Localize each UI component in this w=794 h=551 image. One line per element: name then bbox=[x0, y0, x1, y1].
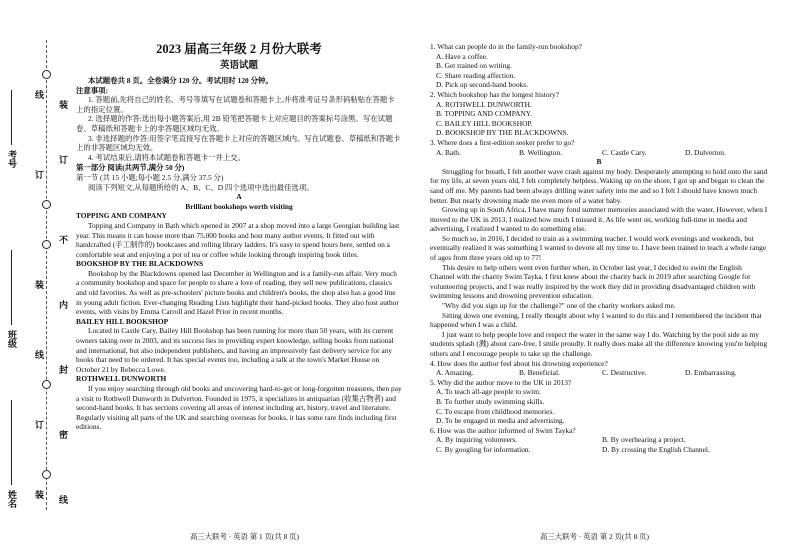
answer-option[interactable]: C. By googling for information. bbox=[436, 444, 531, 454]
answer-option[interactable]: B. TOPPING AND COMPANY. bbox=[436, 109, 533, 119]
options-row bbox=[430, 148, 768, 158]
answer-option[interactable]: D. Dulverton. bbox=[685, 147, 726, 157]
shop-text: Topping and Company in Bath which opened in 2007 at a shop moved into a large Georgian building last year. This means it can house more than 75,000 books and host many author events. It fitted out with handcrafted (手工制作的) bookcases and rolling library ladders. It's easy to spend hours here, settled on a comfortable seat and enjoying a pot of tea or coffee while looking through inspiring book titles. bbox=[76, 220, 400, 259]
note-item: 2. 选择题的作答:选出每小题答案后,用 2B 铅笔把答题卡上对应题目的答案标号涂黑。写在试题卷、草稿纸和答题卡上的非答题区域均无效。 bbox=[76, 114, 393, 133]
answer-option[interactable]: A. Have a coffee. bbox=[436, 51, 488, 61]
passage-paragraph: Growing up in South Africa, I have many fond summer memories associated with the water. However, when I moved to the UK in 2013, I realized how much I missed it. As life went on, working full-time in media and advertising, I realized I wanted to do something else. bbox=[430, 205, 768, 234]
name-field[interactable] bbox=[11, 400, 12, 485]
passage-paragraph: Sitting down one evening, I really thought about why I wanted to do this and I remembered the incident that happened when I was a child. bbox=[430, 310, 762, 330]
part-heading: 第一部分 阅读(共两节,满分 50 分) bbox=[76, 163, 185, 173]
note-item: 1. 答题前,先将自己的姓名、考号等填写在试题卷和答题卡上,并将准考证号条形码粘贴在答题卡上的指定位置。 bbox=[76, 95, 395, 114]
passage-paragraph: I just want to help people love and respect the water in the same way I do. Watching by the pool side as my students splash (溅) about care-free, I smile proudly. It really does make all the difference knowing you're helping others and I encourage people to take up the challenge. bbox=[430, 329, 768, 358]
answer-option[interactable]: D. BOOKSHOP BY THE BLACKDOWNS. bbox=[436, 128, 569, 138]
passage-paragraph: So much so, in 2016, I decided to train as a swimming teacher. I would work evenings and weekends, but eventually realized it was something I wanted to devote all my time to. I have been trained to teach a whole range of ages from three years old up to 77! bbox=[430, 233, 767, 263]
answer-option[interactable]: B. Get trained on writing. bbox=[436, 61, 512, 71]
exam-no-label: 考号 bbox=[7, 150, 17, 168]
bind-char: 密 bbox=[58, 430, 68, 439]
bind-char: 订 bbox=[34, 170, 44, 179]
passage-letter: B bbox=[596, 157, 602, 167]
passage-letter: A bbox=[236, 192, 242, 202]
answer-option[interactable]: B. Wellington. bbox=[519, 147, 562, 157]
exam-info: 本试题卷共 8 页。全卷满分 120 分。考试用时 120 分钟。 bbox=[88, 76, 273, 85]
options-row bbox=[430, 368, 768, 378]
class-field[interactable] bbox=[11, 250, 12, 325]
answer-option[interactable]: A. ROTHWELL DUNWORTH. bbox=[436, 99, 532, 109]
note-item: 3. 非选择题的作答:用签字笔直接写在答题卡上对应的答题区域内。写在试题卷、草稿纸和答题卡上的非答题区域均无效。 bbox=[76, 133, 401, 153]
note-item: 4. 考试结束后,请将本试题卷和答题卡一并上交。 bbox=[88, 152, 246, 162]
binding-margin bbox=[0, 0, 70, 551]
punch-hole bbox=[42, 240, 51, 249]
bind-char: 订 bbox=[58, 155, 68, 164]
answer-option[interactable]: D. Embarrassing. bbox=[685, 368, 737, 378]
options-row bbox=[430, 435, 768, 445]
shop-name: ROTHWELL DUNWORTH bbox=[76, 374, 167, 384]
passage-paragraph: "Why did you sign up for the challenge?" one of the charity workers asked me. bbox=[442, 301, 676, 311]
exam-no-field[interactable] bbox=[11, 90, 12, 145]
answer-option[interactable]: C. BAILEY HILL BOOKSHOP. bbox=[436, 118, 533, 128]
question-stem: 6. How was the author informed of Swim Tayka? bbox=[430, 425, 576, 435]
exam-title: 2023 届高三年级 2 月份大联考 bbox=[156, 42, 322, 56]
bind-char: 不 bbox=[58, 235, 68, 244]
bind-char: 装 bbox=[34, 280, 44, 289]
question-stem: 5. Why did the author move to the UK in 2013? bbox=[430, 377, 572, 387]
shop-name: BOOKSHOP BY THE BLACKDOWNS bbox=[76, 259, 204, 269]
class-label: 班级 bbox=[7, 330, 17, 348]
answer-option[interactable]: B. By overhearing a project. bbox=[602, 435, 686, 445]
answer-option[interactable]: D. By crossing the English Channel. bbox=[602, 444, 710, 454]
answer-option[interactable]: A. To teach all-age people to swim. bbox=[436, 387, 541, 397]
page-1 bbox=[76, 42, 402, 432]
answer-option[interactable]: D. Pick up second-hand books. bbox=[436, 80, 528, 90]
answer-option[interactable]: C. Castle Cary. bbox=[602, 147, 647, 157]
notes-title: 注意事项: bbox=[76, 85, 109, 95]
passage-paragraph: This desire to help others went even further when, in October last year, I decided to swim the English Channel with the charity Swim Tayka. I first knew about the charity back in 2019 after searching Google for volunteering projects, and I was really inspired by the work they did in providing disadvantaged children with swimming lessons and drowning prevention education. bbox=[430, 262, 756, 301]
question-stem: 3. Where does a first-edition seeker prefer to go? bbox=[430, 137, 575, 147]
answer-option[interactable]: A. By inquiring volunteers. bbox=[436, 435, 518, 445]
bind-char: 线 bbox=[34, 350, 44, 359]
bind-char: 装 bbox=[58, 100, 68, 109]
punch-hole bbox=[42, 470, 51, 479]
bind-char: 内 bbox=[58, 300, 68, 309]
question-stem: 2. Which bookshop has the longest history? bbox=[430, 89, 559, 99]
punch-hole bbox=[42, 70, 51, 79]
shop-text: If you enjoy searching through old books and uncovering hard-to-get or long-forgotten treasures, then pay a visit to Rothwell Dunworth in Dulverton. Founded in 1975, it specializes in antiquarian (收集古物者) and second-hand books. It has sections covering all areas of interest including art, history, travel and literature. Regularly visiting all parts of the UK and searching overseas for books, it has some rare finds including first editions. bbox=[76, 384, 402, 432]
page-footer: 高三大联考 · 英语 第 2 页(共 8 页) bbox=[540, 532, 650, 541]
answer-option[interactable]: B. Beneficial. bbox=[519, 368, 560, 378]
binding-line bbox=[46, 40, 47, 510]
bind-char: 封 bbox=[58, 365, 68, 374]
answer-option[interactable]: C. Destructive. bbox=[602, 368, 647, 378]
punch-hole bbox=[42, 380, 51, 389]
question-stem: 4. How does the author feel about his drowning experience? bbox=[430, 358, 608, 368]
answer-option[interactable]: C. To escape from childhood memories. bbox=[436, 406, 555, 416]
question-stem: 1. What can people do in the family-run bookshop? bbox=[430, 42, 582, 51]
bind-char: 线 bbox=[58, 495, 68, 504]
bind-char: 线 bbox=[34, 90, 44, 99]
punch-hole bbox=[42, 200, 51, 209]
passage-paragraph: Struggling for breath, I felt another wave crash against my body. Desperately attempting to hold onto the sand for my life, at seven years old, I felt completely helpless. Waking up on the shore, I got up and began to clean the sand off me. My parents had been always drilling water safety into me and so I felt I should have known much better. But nearly drowning made me even more of a water baby. bbox=[430, 166, 768, 205]
answer-option[interactable]: D. To be engaged in media and advertising. bbox=[436, 416, 565, 426]
shop-name: BAILEY HILL BOOKSHOP bbox=[76, 316, 169, 326]
page-2 bbox=[430, 42, 768, 455]
answer-option[interactable]: A. Bath. bbox=[436, 147, 461, 157]
answer-option[interactable]: B. To further study swimming skills. bbox=[436, 396, 545, 406]
bind-char: 订 bbox=[34, 420, 44, 429]
exam-subtitle: 英语试题 bbox=[219, 61, 258, 71]
section-instruction: 阅读下列短文,从每题所给的 A、B、C、D 四个选项中选出最佳选项。 bbox=[88, 182, 314, 192]
shop-name: TOPPING AND COMPANY bbox=[76, 211, 167, 221]
passage-title: Brilliant bookshops worth visiting bbox=[185, 201, 293, 211]
page-footer: 高三大联考 · 英语 第 1 页(共 8 页) bbox=[190, 532, 300, 541]
options-row bbox=[430, 445, 768, 455]
name-label: 姓名 bbox=[7, 490, 17, 508]
answer-option[interactable]: C. Share reading affection. bbox=[436, 70, 516, 80]
section-heading: 第一节 (共 15 小题;每小题 2.5 分,满分 37.5 分) bbox=[76, 172, 224, 182]
answer-option[interactable]: A. Amazing. bbox=[436, 368, 474, 378]
shop-text: Located in Castle Cary, Bailey Hill Bookshop has been running for more than 50 years, with its current owners taking over in 2003, and its success lies in providing expert knowledge, selling books from national and international, but also independent publishers, and having an impressively fast delivery service for any books that need to be ordered. It has special events too, including a talk at the town's Market House on October 21 by Rebecca Lowe. bbox=[76, 326, 394, 374]
bind-char: 装 bbox=[34, 490, 44, 499]
shop-text: Bookshop by the Blackdowns opened last December in Wellington and is a family-run affair. Very much a community bookshop and space for people to share a love of reading, they sell new publications, classics and old favorites. As well as pre-schoolers' picture books and children's books, the shop also has a good line in young adult fiction. Ever-changing Reading Lists highlight their hand-picked books. They also host author events, with visits by Emma Carroll and Hazel Prior in recent months. bbox=[76, 268, 399, 317]
